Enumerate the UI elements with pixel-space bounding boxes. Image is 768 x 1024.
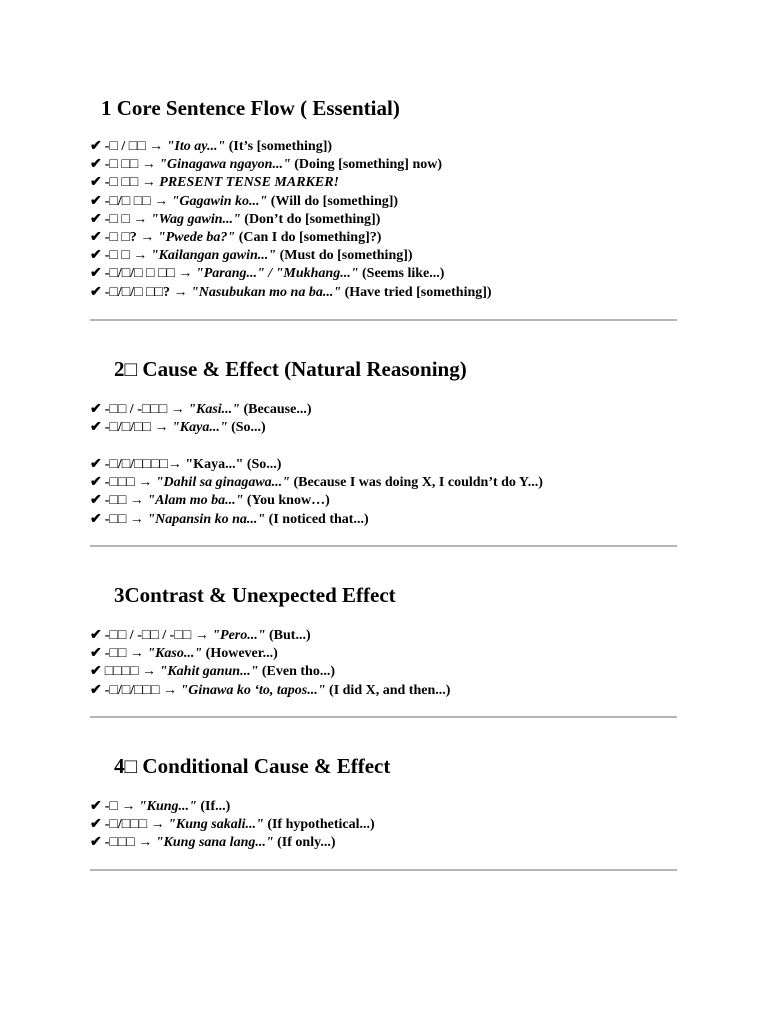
list-item: ✔ -□□ / -□□ / -□□ → "Pero..." (But...)	[90, 628, 311, 643]
checkmark-icon: ✔	[90, 682, 102, 698]
phrase-list	[90, 401, 312, 437]
checkmark-icon: ✔	[90, 646, 102, 662]
list-item: ✔ -□□ → "Napansin ko na..." (I noticed that...)	[90, 511, 369, 527]
checkmark-icon: ✔	[90, 402, 102, 417]
list-item: ✔ -□/□/□ □□? → "Nasubukan mo na ba..." (Have tried [something])	[90, 284, 492, 300]
checkmark-icon: ✔	[90, 457, 102, 472]
checkmark-icon: ✔	[90, 835, 102, 851]
phrase-list	[90, 456, 543, 529]
phrase-list	[90, 627, 450, 700]
checkmark-icon: ✔	[90, 511, 102, 527]
checkmark-icon: ✔	[90, 284, 102, 300]
checkmark-icon: ✔	[90, 628, 102, 643]
section-title: 1 Core Sentence Flow ( Essential)	[101, 96, 400, 120]
list-item: ✔ -□ / □□ → "Ito ay..." (It’s [something])	[90, 139, 333, 154]
list-item: ✔ -□ □ → "Wag gawin..." (Don’t do [something])	[90, 211, 381, 227]
list-item: ✔ -□ □□ → PRESENT TENSE MARKER!	[90, 175, 339, 191]
checkmark-icon: ✔	[90, 139, 102, 154]
checkmark-icon: ✔	[90, 211, 102, 227]
list-item: ✔ -□/□/□□□□→ "Kaya..." (So...)	[90, 457, 282, 472]
checkmark-icon: ✔	[90, 493, 102, 509]
checkmark-icon: ✔	[90, 193, 102, 209]
list-item: ✔ -□/□/□ □ □□ → "Parang..." / "Mukhang..." (Seems like...)	[90, 266, 445, 282]
section-divider	[90, 319, 677, 321]
list-item: ✔ -□□ / -□□□ → "Kasi..." (Because...)	[90, 402, 312, 417]
list-item: ✔ -□□□ → "Dahil sa ginagawa..." (Because I was doing X, I couldn’t do Y...)	[90, 475, 543, 491]
list-item: ✔ -□ □ → "Kailangan gawin..." (Must do [something])	[90, 248, 413, 264]
checkmark-icon: ✔	[90, 817, 102, 833]
list-item: ✔ -□ □? → "Pwede ba?" (Can I do [something]?)	[90, 230, 382, 246]
checkmark-icon: ✔	[90, 664, 102, 680]
list-item: ✔ -□ → "Kung..." (If...)	[90, 799, 231, 814]
list-item: ✔ -□ □□ → "Ginagawa ngayon..." (Doing [something] now)	[90, 157, 443, 173]
phrase-list	[90, 138, 492, 302]
section-title: 3Contrast & Unexpected Effect	[114, 583, 396, 607]
checkmark-icon: ✔	[90, 230, 102, 246]
checkmark-icon: ✔	[90, 248, 102, 264]
checkmark-icon: ✔	[90, 266, 102, 282]
checkmark-icon: ✔	[90, 475, 102, 491]
list-item: ✔ -□/□□□ → "Kung sakali..." (If hypothetical...)	[90, 817, 375, 833]
list-item: ✔ □□□□ → "Kahit ganun..." (Even tho...)	[90, 664, 335, 680]
section-divider	[90, 869, 677, 871]
list-item: ✔ -□/□ □□ → "Gagawin ko..." (Will do [something])	[90, 193, 399, 209]
phrase-list	[90, 798, 375, 853]
checkmark-icon: ✔	[90, 799, 102, 814]
list-item: ✔ -□□ → "Kaso..." (However...)	[90, 646, 278, 662]
section-title: 4□ Conditional Cause & Effect	[114, 754, 391, 778]
section-title: 2□ Cause & Effect (Natural Reasoning)	[114, 357, 467, 381]
checkmark-icon: ✔	[90, 157, 102, 173]
section-divider	[90, 545, 677, 547]
list-item: ✔ -□□□ → "Kung sana lang..." (If only...)	[90, 835, 336, 851]
checkmark-icon: ✔	[90, 420, 102, 436]
section-divider	[90, 716, 677, 718]
list-item: ✔ -□□ → "Alam mo ba..." (You know…)	[90, 493, 330, 509]
list-item: ✔ -□/□/□□ → "Kaya..." (So...)	[90, 420, 266, 436]
list-item: ✔ -□/□/□□□ → "Ginawa ko ‘to, tapos..." (I did X, and then...)	[90, 682, 451, 698]
checkmark-icon: ✔	[90, 175, 102, 191]
